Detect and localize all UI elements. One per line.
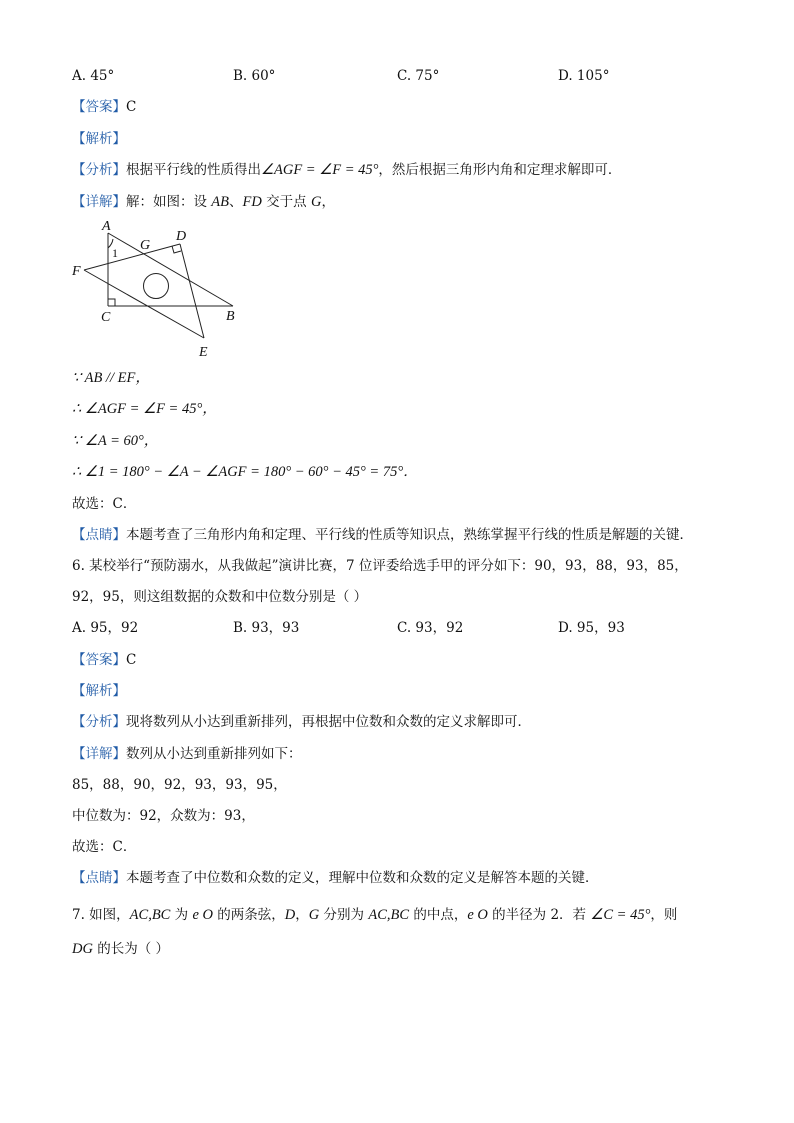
label-f: F xyxy=(72,264,81,279)
q7-text-1: 7. 如图， xyxy=(72,907,130,923)
q7-text-4: ， xyxy=(295,907,309,923)
step-4 xyxy=(72,463,418,481)
q6-choose: 故选：C． xyxy=(72,839,137,855)
separator: 、 xyxy=(229,194,243,210)
xiangjie-tag: 【详解】 xyxy=(72,194,126,210)
q7-math-2: e O xyxy=(192,907,213,923)
fenxi-text-a: 根据平行线的性质得出 xyxy=(126,162,261,178)
q6-option-b: B. 93，93 xyxy=(233,620,300,636)
q7-text-3: 的两条弦， xyxy=(213,907,285,923)
q6-option-d: D. 95，93 xyxy=(558,620,625,636)
q6-analysis-heading xyxy=(72,682,126,700)
xiangjie-text-a: 解：如图：设 xyxy=(126,194,212,210)
q7-text-2: 为 xyxy=(170,907,193,923)
step-3-text: ∵ ∠A = 60°， xyxy=(72,433,159,449)
dianjing-tag: 【点睛】 xyxy=(72,527,126,543)
q7-math-4: G xyxy=(308,907,320,923)
q5-choose: 故选：C． xyxy=(72,496,137,512)
point-g: G xyxy=(310,194,322,210)
segment-ab: AB xyxy=(211,194,230,210)
segment-fd: FD xyxy=(242,194,262,210)
q6-xiangjie xyxy=(72,745,302,763)
q6-stem-line-1: 6. 某校举行“预防溺水，从我做起”演讲比赛，7 位评委给选手甲的评分如下：90，93，88，93，85， xyxy=(72,558,688,574)
q7-stem-line-1 xyxy=(72,906,677,924)
q6-stem-line-2: 92，95，则这组数据的众数和中位数分别是（ ） xyxy=(72,589,368,605)
q7-math-5: AC,BC xyxy=(368,907,410,923)
option-c: C. 75° xyxy=(397,68,440,84)
analysis-tag: 【解析】 xyxy=(72,131,126,147)
q7-text-9: 的长为（ ） xyxy=(92,941,170,957)
option-b: B. 60° xyxy=(233,68,276,84)
label-angle-1: 1 xyxy=(112,246,118,260)
q7-text-6: 的中点， xyxy=(409,907,468,923)
segment-de xyxy=(180,244,204,338)
q7-math-3: D xyxy=(284,907,296,923)
circle-shape xyxy=(144,274,169,299)
answer-value: C xyxy=(126,99,137,115)
q5-answer xyxy=(72,98,136,116)
label-g: G xyxy=(140,238,151,253)
q7-math-8: DG xyxy=(72,941,93,957)
q5-dianjing xyxy=(72,526,693,544)
xiangjie-text-b: 交于点 xyxy=(261,194,311,210)
xiangjie-text-c: ， xyxy=(321,194,335,210)
option-a: A. 45° xyxy=(72,68,115,84)
step-1 xyxy=(72,369,150,387)
xiangjie-tag: 【详解】 xyxy=(72,746,126,762)
dianjing-text: 本题考查了三角形内角和定理、平行线的性质等知识点，熟练掌握平行线的性质是解题的关键． xyxy=(126,527,693,543)
label-d: D xyxy=(176,229,187,244)
right-angle-c xyxy=(108,299,115,306)
right-angle-d xyxy=(172,246,181,253)
q5-xiangjie xyxy=(72,193,335,211)
fenxi-text: 现将数列从小达到重新排列，再根据中位数和众数的定义求解即可． xyxy=(126,714,531,730)
q7-text-8: ，则 xyxy=(650,907,678,923)
xiangjie-text: 数列从小达到重新排列如下： xyxy=(126,746,302,762)
option-d: D. 105° xyxy=(558,68,610,84)
q6-answer xyxy=(72,651,136,669)
label-e: E xyxy=(199,345,208,360)
q7-stem-line-2 xyxy=(72,940,169,958)
q6-fenxi xyxy=(72,713,531,731)
segment-fe xyxy=(84,270,204,338)
step-1-text: ∵ AB // EF， xyxy=(72,370,150,386)
q6-result: 中位数为：92，众数为：93， xyxy=(72,808,255,824)
dianjing-text: 本题考查了中位数和众数的定义，理解中位数和众数的定义是解答本题的关键． xyxy=(126,870,599,886)
label-c: C xyxy=(101,310,111,325)
q6-dianjing xyxy=(72,869,599,887)
answer-tag: 【答案】 xyxy=(72,99,126,115)
q7-text-5: 分别为 xyxy=(319,907,369,923)
q6-sorted-list: 85，88，90，92，93，93，95， xyxy=(72,777,287,793)
fenxi-tag: 【分析】 xyxy=(72,162,126,178)
q6-option-c: C. 93，92 xyxy=(397,620,464,636)
answer-value: C xyxy=(126,652,137,668)
q7-math-6: e O xyxy=(467,907,488,923)
q7-math-7: ∠C = 45° xyxy=(590,907,651,923)
q5-fenxi xyxy=(72,161,621,179)
q7-text-7: 的半径为 2．若 xyxy=(487,907,591,923)
q6-option-a: A. 95，92 xyxy=(72,620,139,636)
step-2-text: ∴ ∠AGF = ∠F = 45°， xyxy=(72,401,217,417)
label-a: A xyxy=(102,219,111,234)
analysis-tag: 【解析】 xyxy=(72,683,126,699)
step-4-text: ∴ ∠1 = 180° − ∠A − ∠AGF = 180° − 60° − 45° = 75°． xyxy=(72,464,418,480)
label-b: B xyxy=(226,309,235,324)
answer-tag: 【答案】 xyxy=(72,652,126,668)
step-2 xyxy=(72,400,217,418)
fenxi-text-b: ，然后根据三角形内角和定理求解即可． xyxy=(378,162,622,178)
dianjing-tag: 【点睛】 xyxy=(72,870,126,886)
geometry-figure xyxy=(66,214,256,364)
q5-analysis-heading xyxy=(72,130,126,148)
segment-ab xyxy=(108,233,233,306)
fenxi-tag: 【分析】 xyxy=(72,714,126,730)
step-3 xyxy=(72,432,158,450)
q7-math-1: AC,BC xyxy=(129,907,171,923)
fenxi-formula: ∠AGF = ∠F = 45° xyxy=(261,162,379,178)
